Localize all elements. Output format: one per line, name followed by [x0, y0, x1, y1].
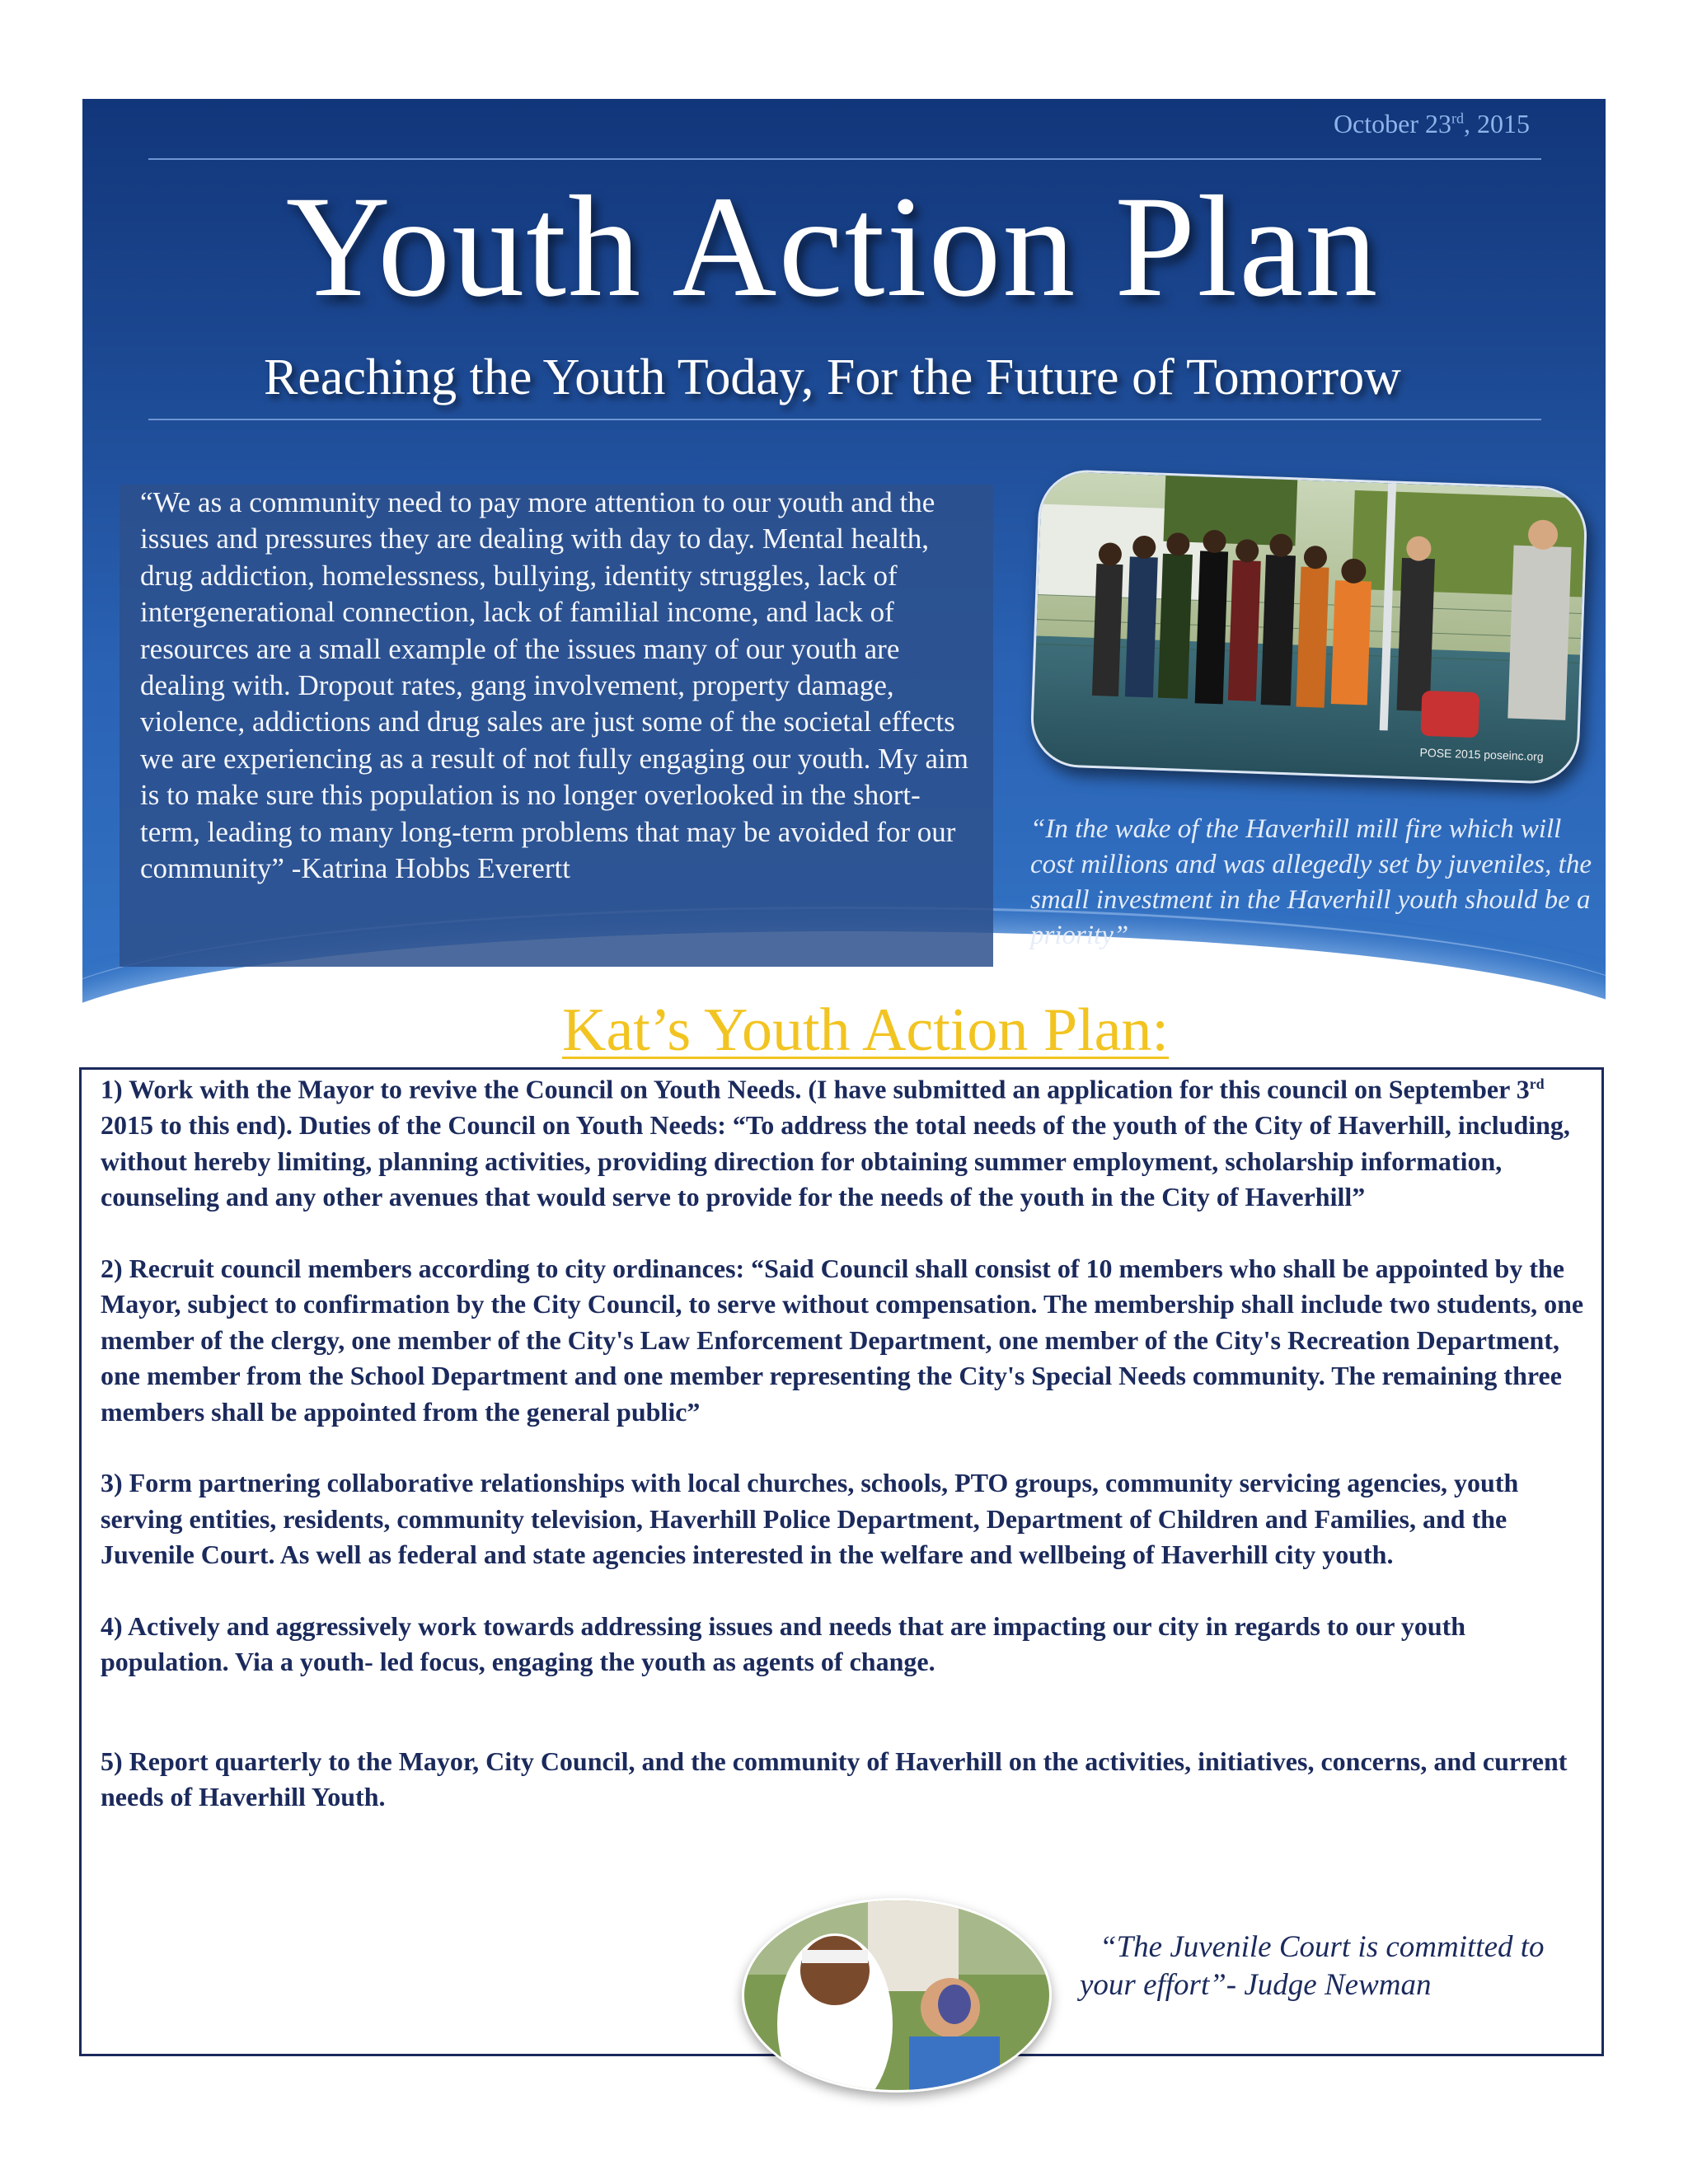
plan-items: [101, 1066, 1584, 1816]
plan-item-2: 2) Recruit council members according to city ordinances: “Said Council shall consist of 10 members who shall be appointed by the Mayor, subject to confirmation by the City Council, to serve without compensation. The membership shall include two students, one member of the clergy, one member of the City's Law Enforcement Department, one member of the City's Recreation Department, one member from the School Department and one member representing the City's Special Needs community. The remaining three members shall be appointed from the general public”: [101, 1253, 1584, 1427]
photo-credit: POSE 2015 poseinc.org: [1419, 745, 1544, 764]
mill-fire-quote: “In the wake of the Haverhill mill fire which will cost millions and was allegedly set by juveniles, the small investment in the Haverhill youth should be a priority”: [1030, 814, 1592, 950]
youth-basketball-photo: [1029, 468, 1588, 785]
community-quote-text: “We as a community need to pay more attention to our youth and the issues and pressures they are dealing with day to day. Mental health, drug addiction, homelessness, bullying, identity struggles, lack of intergenerational connection, lack of familial income, and lack of resources are a small example of the issues many of our youth are dealing with. Dropout rates, gang involvement, property damage, violence, addictions and drug sales are just some of the societal effects we are experiencing as a result of not fully engaging our youth. My aim is to make sure this population is no longer overlooked in the short-term, leading to many long-term problems that may be avoided for our community” -Katrina Hobbs Everertt: [140, 486, 968, 885]
plan-item-3: 3) Form partnering collaborative relationships with local churches, schools, PTO groups, community servicing agencies, youth serving entities, residents, community television, Haverhill Police Department, Department of Children and Families, and the Juvenile Court. As well as federal and state agencies interested in the welfare and wellbeing of Haverhill city youth.: [101, 1468, 1519, 1570]
page-title: Youth Action Plan: [285, 166, 1380, 327]
plan-item-5: 5) Report quarterly to the Mayor, City Council, and the community of Haverhill on the activities, initiatives, concerns, and current needs of Haverhill Youth.: [101, 1746, 1568, 1812]
issue-date: October 23rd, 2015: [1333, 109, 1530, 138]
plan-heading: Kat’s Youth Action Plan:: [562, 996, 1169, 1064]
top-divider: [148, 158, 1541, 160]
plan-item-4: 4) Actively and aggressively work towards addressing issues and needs that are impacting our city in regards to our youth population. Via a youth- led focus, engaging the youth as agents of change.: [101, 1610, 1466, 1677]
judge-quote: “The Juvenile Court is committed to your effort”- Judge Newman: [1080, 1930, 1545, 2002]
page-subtitle: Reaching the Youth Today, For the Future of Tomorrow: [264, 349, 1401, 405]
face-painting-photo: [742, 1898, 1052, 2093]
community-quote-box: [120, 485, 993, 967]
plan-item-1: 1) Work with the Mayor to revive the Council on Youth Needs. (I have submitted an application for this council on September 3rd 2015 to this end). Duties of the Council on Youth Needs: “To address the total needs of the youth of the City of Haverhill, including, without hereby limiting, planning activities, providing direction for obtaining summer employment, scholarship information, counseling and any other avenues that would serve to provide for the needs of the youth in the City of Haverhill”: [101, 1074, 1570, 1212]
basketball-photo-illustration: [1032, 471, 1586, 783]
subtitle-divider: [148, 419, 1541, 420]
face-painting-illustration: [744, 1900, 1049, 2090]
